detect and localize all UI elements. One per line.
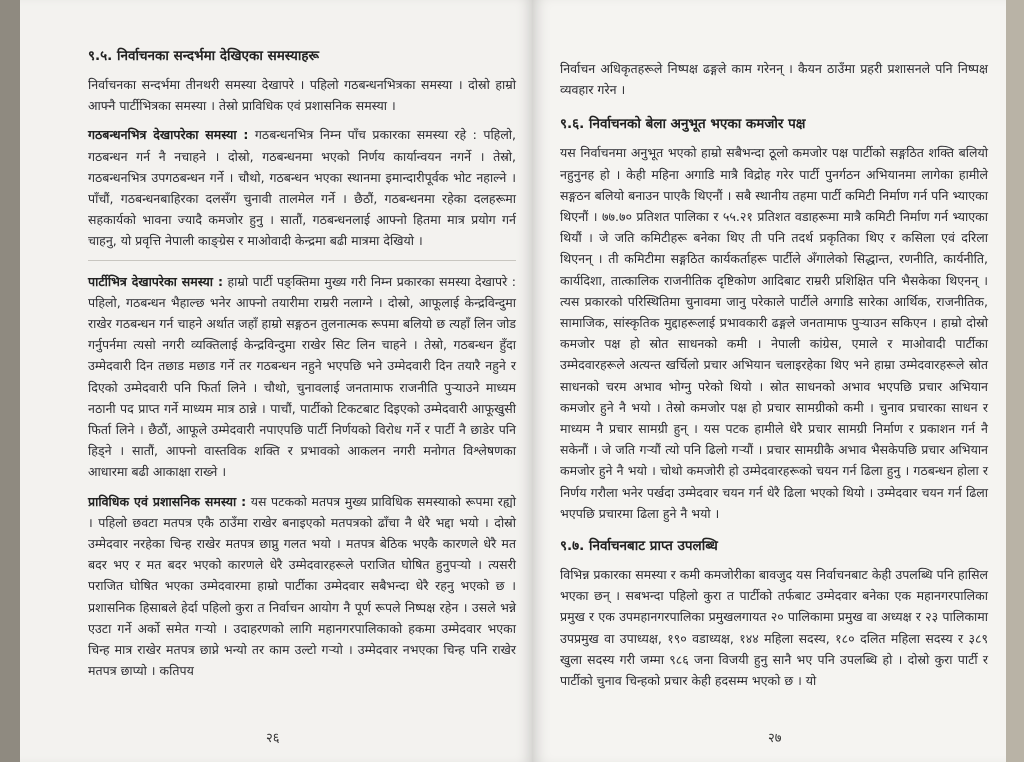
- page-number-left: २६: [266, 731, 280, 746]
- section-heading-9-6: ९.६. निर्वाचनको बेला अनुभूत भएका कमजोर पक्ष: [560, 116, 806, 133]
- weaknesses-paragraph: यस निर्वाचनमा अनुभूत भएको हाम्रो सबैभन्दा ठूलो कमजोर पक्ष पार्टीको सङ्गठित शक्ति बलियो नहुनुनह हो । केही महिना अगाडि मात्रै विद्रोह गरेर पार्टी पुनर्गठन अभियानमा लागेका हामीले सङ्गठन बलियो बनाउन पाएकै थिएनौं । सबै स्थानीय तहमा पार्टी कमिटी निर्माण गर्न पनि भ्याएका थिएनौं । ७७.७० प्रतिशत पालिका र ५५.२१ प्रतिशत वडाहरूमा मात्रै कमिटी निर्माण गर्न भ्याएका थियौं । जे जति कमिटीहरू बनेका थिए ती पनि तदर्थ प्रकृतिका थिए र कसिला एवं दरिला थिएनन् । ती कमिटीमा सङ्गठित कार्यकर्ताहरू पार्टीले अँगालेको सिद्धान्त, रणनीति, कार्यनीति, कार्यदिशा, तात्कालिक राजनीतिक दृष्टिकोण आदिबाट राम्ररी प्रशिक्षित पनि भैसकेका थिएनन् । त्यस प्रकारको परिस्थितिमा चुनावमा जानु परेकाले पार्टीले अगाडि सारेका आर्थिक, राजनीतिक, सामाजिक, सांस्कृतिक मुद्दाहरूलाई प्रभावकारी ढङ्गले जनतामाफ पुऱ्याउन सकिएन । हाम्रो दोस्रो कमजोर पक्ष हो स्रोत साधनको कमी । नेपाली कांग्रेस, एमाले र माओवादी पार्टीका उम्मेदवारहरूले अत्यन्त खर्चिलो प्रचार अभियान चलाइरहेका थिए भने हाम्रा उम्मेदवारहरूले स्रोत साधनको चरम अभाव भोग्नु परेको थियो । स्रोत साधनको अभाव भएपछि प्रचार अभियान कमजोर हुने नै भयो । तेस्रो कमजोर पक्ष हो प्रचार सामग्रीको कमी । चुनाव प्रचारका साधन र माध्यम नै प्रचार सामग्री हुन् । यस पटक हामीले धेरै प्रचार सामग्री निर्माण र प्रकाशन गर्न नै सकेनौं । जे जति गऱ्यौं त्यो पनि ढिलो गऱ्यौं । प्रचार सामग्रीकै अभाव भैसकेपछि प्रचार अभियान कमजोर हुने नै भयो । चोथो कमजोरी हो उम्मेदवारहरूको चयन गर्न ढिला हुनु । गठबन्धन होला र निर्णय गरौला भनेर पर्खदा उम्मेदवार चयन गर्न धेरै ढिला भएको थियो । उम्मेदवार चयन गर्न ढिला भएपछि प्रचारमा ढिला हुने नै भयो ।: [560, 145, 988, 521]
- divider: [88, 260, 516, 261]
- alliance-problems-text: गठबन्धनभित्र निम्न पाँच प्रकारका समस्या रहे : पहिलो, गठबन्धन गर्न नै नचाहने । दोस्रो, गठबन्धनमा भएको निर्णय कार्यान्वयन नगर्ने । तेस्रो, गठबन्धनभित्र उपगठबन्धन गर्ने । चौथो, गठबन्धन भएका स्थानमा इमान्दारीपूर्वक भोट नहाल्ने । पाँचौं, गठबन्धनबाहिरका दलसँग चुनावी तालमेल गर्ने । छैठौं, गठबन्धनमा रहेका दलहरूमा सहकार्यको भावना ज्यादै कमजोर हुनु । सातौं, गठबन्धनलाई आफ्नो हितमा मात्र प्रयोग गर्न चाहनु, यो प्रवृत्ति नेपाली काङ्ग्रेस र माओवादी केन्द्रमा बढी मात्रमा देखियो ।: [88, 127, 517, 249]
- left-page: [20, 0, 532, 762]
- alliance-problems-title: गठबन्धनभित्र देखापरेका समस्या :: [88, 127, 249, 143]
- intro-paragraph: निर्वाचनका सन्दर्भमा तीनथरी समस्या देखापरे । पहिलो गठबन्धनभित्रका समस्या । दोस्रो हाम्रो आफ्नै पार्टीभित्रका समस्या । तेस्रो प्राविधिक एवं प्रशासनिक समस्या ।: [88, 77, 516, 114]
- party-problems-paragraph: [88, 271, 516, 483]
- party-problems-title: पार्टीभित्र देखापरेका समस्या :: [88, 273, 223, 289]
- technical-problems-text: यस पटकको मतपत्र मुख्य प्राविधिक समस्याको रूपमा रह्यो । पहिलो छवटा मतपत्र एकै ठाउँमा राखेर बनाइएको मतपत्रको ढाँचा नै धेरै भद्दा भयो । दोस्रो उम्मेदवार नरहेका चिन्ह राखेर मतपत्र छाप्नु गलत भयो । मतपत्र बेठिक भएकै कारणले धेरै मत बदर भए र मत बदर भएको कारणले धेरै उम्मेदवारहरूले पराजित घोषित हुनुपऱ्यो । त्यसरी पराजित घोषित भएका उम्मेदवारमा हाम्रो पार्टीका उम्मेदवार सबैभन्दा धेरै रहनु भएको छ । प्रशासनिक हिसाबले हेर्दा पहिलो कुरा त निर्वाचन आयोग नै पूर्ण रूपले निष्पक्ष रहेन । उसले भन्ने एउटा गर्ने अर्को समेत गऱ्यो । उदाहरणको लागि महानगरपालिकाको हकमा उम्मेदवार भएका चिन्ह मात्र राखेर मतपत्र छाप्ने भन्यो तर काम उल्टो गऱ्यो । उम्मेदवार नभएका चिन्ह पनि राखेर मतपत्र छाप्यो । कतिपय: [88, 493, 516, 679]
- technical-problems-title: प्राविधिक एवं प्रशासनिक समस्या :: [88, 493, 247, 509]
- section-heading-9-7: ९.७. निर्वाचनबाट प्राप्त उपलब्धि: [560, 538, 718, 555]
- alliance-problems-paragraph: [88, 124, 516, 251]
- achievements-paragraph: विभिन्न प्रकारका समस्या र कमी कमजोरीका बावजुद यस निर्वाचनबाट केही उपलब्धि पनि हासिल भएका छन् । सबभन्दा पहिलो कुरा त पार्टीको तर्फबाट उम्मेदवार बनेका एक महानगरपालिका प्रमुख र एक उपमहानगरपालिका प्रमुखलगायत २० पालिकामा प्रमुख वा अध्यक्ष र २३ पालिकामा उपप्रमुख वा उपाध्यक्ष, १९० वडाध्यक्ष, १४४ महिला सदस्य, १८० दलित महिला सदस्य र ३८९ खुला सदस्य गरी जम्मा ९८६ जना विजयी हुनु सानै भए पनि उपलब्धि हो । दोस्रो कुरा पार्टी र पार्टीको चुनाव चिन्हको प्रचार केही हदसम्म भएको छ । यो: [560, 567, 988, 689]
- party-problems-text: हाम्रो पार्टी पङ्क्तिमा मुख्य गरी निम्न प्रकारका समस्या देखापरे : पहिलो, गठबन्धन भैहाल्छ भनेर आफ्नो तयारीमा राम्ररी नलाग्ने । दोस्रो, आफूलाई केन्द्रविन्दुमा राखेर गठबन्धन गर्न चाहने अर्थात जहाँ हाम्रो सङ्गठन तुलनात्मक रूपमा बलियो छ त्यहाँ लिन जोड गर्नुपर्नमा त्यसो नगरी व्यक्तिलाई केन्द्रविन्दुमा राखेर सिट लिन चाहने । तेस्रो, गठबन्धन हुँदा उम्मेदवारी दिन तछाड मछाड गर्ने तर गठबन्धन नहुने भएपछि भने उम्मेदवारी दिन तयारै नहुने र दिएको उम्मेदवारी पनि फिर्ता लिने । चौथो, चुनावलाई जनतामाफ राजनीति पुऱ्याउने माध्यम नठानी पद प्राप्त गर्ने माध्यम मात्र ठान्ने । पाचौं, पार्टीको टिकटबाट दिइएको उम्मेदवारी आफूखुसी फिर्ता लिने । छैठौं, आफूले उम्मेदवारी नपाएपछि पार्टी निर्णयको विरोध गर्ने र पार्टी नै छाडेर पनि हिड्ने । सातौं, आफ्नो वास्तविक शक्ति र प्रभावको आकलन नगरी मनोगत विश्लेषणका आधारमा बढी आकाक्षा राख्ने ।: [88, 273, 517, 480]
- page-number-right: २७: [768, 731, 782, 746]
- section-heading-9-5: ९.५. निर्वाचनका सन्दर्भमा देखिएका समस्याहरू: [88, 48, 320, 64]
- technical-problems-paragraph: [88, 491, 516, 682]
- continuation-paragraph: निर्वाचन अधिकृतहरूले निष्पक्ष ढङ्गले काम गरेनन् । कैयन ठाउँमा प्रहरी प्रशासनले पनि निष्पक्ष व्यवहार गरेन ।: [560, 61, 988, 98]
- right-page: [532, 0, 1006, 762]
